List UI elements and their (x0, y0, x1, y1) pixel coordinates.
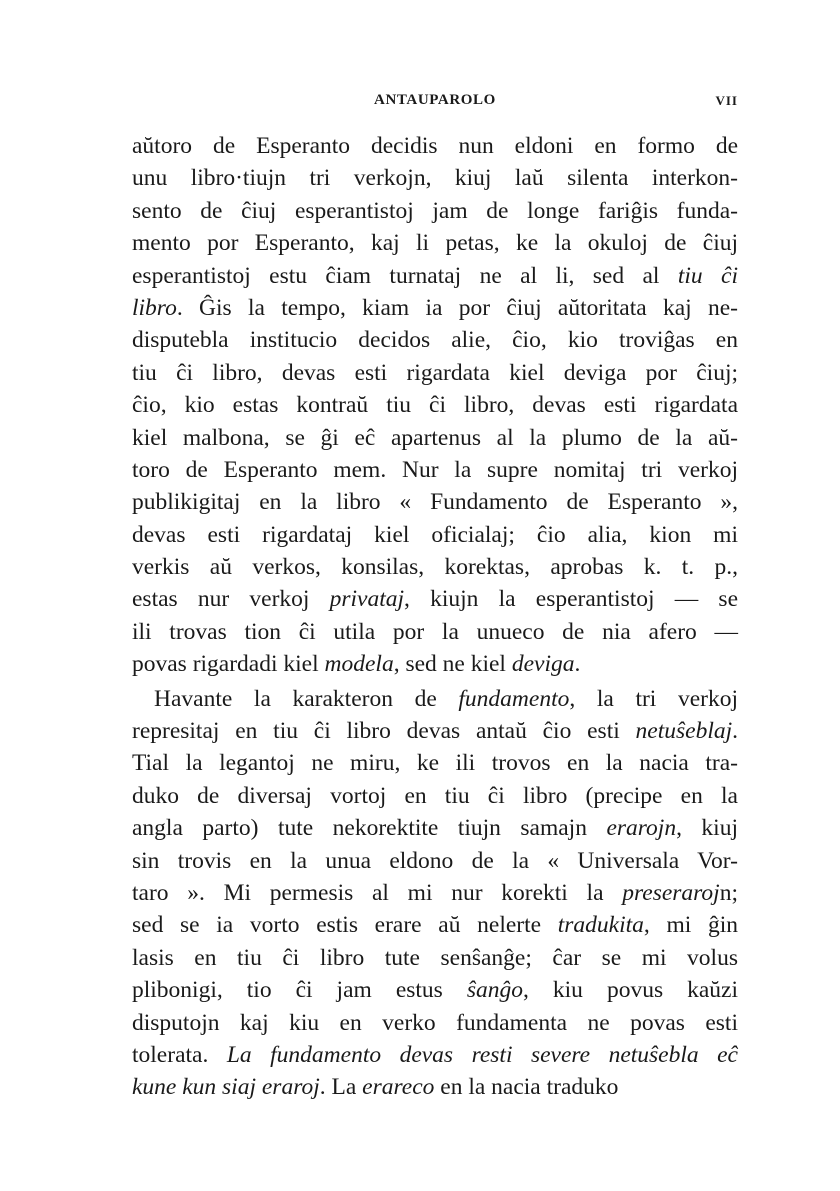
text-run: en la nacia traduko (434, 1074, 619, 1101)
text-run: , kiujn la esperantistoj — se (404, 586, 738, 613)
italic-text: tradukita (557, 912, 644, 939)
text-line (132, 551, 738, 583)
italic-text: modela (324, 651, 394, 678)
text-line (132, 422, 738, 454)
paragraph (132, 683, 738, 1104)
italic-text: kune kun siaj eraroj (132, 1074, 320, 1101)
italic-text: netuŝeblaj (635, 718, 733, 745)
text-line (132, 583, 738, 615)
text-line (132, 616, 738, 648)
text-run: disputebla institucio decidos alie, ĉio, kio troviĝas en (132, 327, 738, 354)
text-run: n; (719, 879, 738, 906)
italic-text: La fundamento devas resti severe netuŝebla eĉ (226, 1041, 738, 1068)
text-run: aŭtoro de Esperanto decidis nun eldoni en formo de (132, 133, 738, 159)
text-line (132, 519, 738, 551)
text-run: Tial la legantoj ne miru, ke ili trovos en la nacia tra- (132, 750, 738, 777)
text-line (132, 909, 738, 941)
text-run: plibonigi, tio ĉi jam estus (132, 977, 467, 1004)
italic-text: fundamento (458, 685, 570, 712)
text-line (132, 357, 738, 389)
text-line (132, 715, 738, 747)
text-line (132, 130, 738, 162)
text-run: lasis en tiu ĉi libro tute senŝanĝe; ĉar se mi volus (132, 944, 738, 971)
text-line (132, 974, 738, 1006)
text-line (132, 486, 738, 518)
text-run: sin trovis en la unua eldono de la « Universala Vor- (132, 847, 738, 874)
text-line (132, 1039, 738, 1071)
text-run: tolerata. (132, 1041, 227, 1068)
text-run: . (732, 718, 738, 745)
text-run: unu libro·tiujn tri verkojn, kiuj laŭ silenta interkon- (132, 165, 738, 192)
text-run: . La (319, 1074, 363, 1101)
text-line (132, 195, 738, 227)
text-run: , la tri verkoj (569, 685, 738, 712)
text-run: publikigitaj en la libro « Fundamento de Esperanto », (132, 489, 738, 516)
text-run: . (574, 651, 581, 678)
text-run: disputojn kaj kiu en verko fundamenta ne povas esti (132, 1009, 738, 1036)
text-run: esperantistoj estu ĉiam turnataj ne al li, sed al (132, 262, 678, 289)
italic-text: preseraroj (622, 879, 720, 906)
text-run: kiel malbona, se ĝi eĉ apartenus al la plumo de la aŭ- (132, 424, 738, 451)
text-run: . Ĝis la tempo, kiam ia por ĉiuj aŭtoritata kaj ne- (176, 294, 738, 321)
text-line (132, 1071, 738, 1103)
text-run: Havante la karakteron de (154, 685, 459, 712)
text-run: angla parto) tute nekorektite tiujn samajn (132, 815, 607, 842)
italic-text: libro (132, 294, 177, 321)
italic-text: ŝanĝo (466, 977, 523, 1004)
text-line (132, 227, 738, 259)
text-run: , kiuj (676, 815, 738, 842)
text-run: mento por Esperanto, kaj li petas, ke la okuloj de ĉiuj (132, 230, 738, 257)
text-line (132, 683, 738, 715)
italic-text: erarojn (606, 815, 677, 842)
text-run: taro ». Mi permesis al mi nur korekti la (132, 879, 623, 906)
text-line (132, 292, 738, 324)
body-text (132, 130, 738, 1104)
running-head (132, 92, 738, 116)
text-run: ili trovas tion ĉi utila por la unueco de nia afero — (132, 618, 738, 645)
running-title: ANTAUPAROLO (374, 92, 496, 108)
text-line (132, 780, 738, 812)
text-line (132, 324, 738, 356)
text-run: duko de diversaj vortoj en tiu ĉi libro (precipe en la (132, 782, 738, 809)
text-line (132, 877, 738, 909)
paragraph (132, 130, 738, 681)
text-run: sed se ia vorto estis erare aŭ nelerte (132, 912, 558, 939)
text-line (132, 389, 738, 421)
text-line (132, 812, 738, 844)
text-run: , mi ĝin (643, 912, 738, 939)
text-line (132, 162, 738, 194)
text-run: verkis aŭ verkos, konsilas, korektas, aprobas k. t. p., (132, 554, 738, 581)
text-run: , sed ne kiel (393, 651, 512, 678)
text-line (132, 648, 738, 680)
text-run: , kiu povus kaŭzi (523, 977, 738, 1004)
italic-text: deviga (511, 651, 575, 678)
text-line (132, 454, 738, 486)
text-run: represitaj en tiu ĉi libro devas antaŭ ĉio esti (132, 718, 636, 745)
text-run: toro de Esperanto mem. Nur la supre nomitaj tri verkoj (132, 456, 738, 483)
text-line (132, 845, 738, 877)
italic-text: privataj (329, 586, 405, 613)
text-run: devas esti rigardataj kiel oficialaj; ĉio alia, kion mi (132, 521, 738, 548)
text-line (132, 260, 738, 292)
text-line (132, 747, 738, 779)
text-run: sento de ĉiuj esperantistoj jam de longe fariĝis funda- (132, 197, 738, 224)
text-run: estas nur verkoj (132, 586, 330, 613)
text-run: povas rigardadi kiel (132, 651, 325, 678)
text-run: ĉio, kio estas kontraŭ tiu ĉi libro, devas esti rigardata (132, 392, 738, 419)
italic-text: erareco (362, 1074, 435, 1101)
text-line (132, 942, 738, 974)
page-number: VII (715, 93, 738, 108)
italic-text: tiu ĉi (677, 262, 738, 289)
text-run: tiu ĉi libro, devas esti rigardata kiel deviga por ĉiuj; (132, 359, 738, 386)
text-line (132, 1007, 738, 1039)
